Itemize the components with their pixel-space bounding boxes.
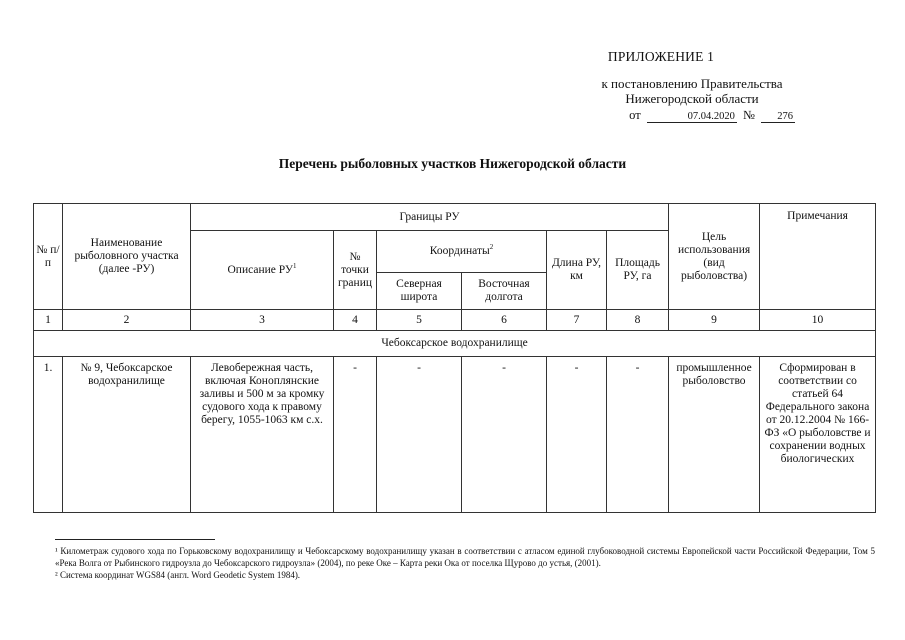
colnum: 3 [191,310,334,331]
row-north: - [377,357,462,513]
header-length: Длина РУ, км [547,231,607,310]
colnum: 2 [63,310,191,331]
header-no: № п/п [34,204,63,310]
header-name: Наименование рыболовного участка (далее -РУ) [63,204,191,310]
number-sign: № [742,108,755,122]
header-coords: Координаты$^2$ [377,231,547,273]
footnote-2: ² Система координат WGS84 (англ. Word Geodetic System 1984). [55,570,301,580]
row-notes: Сформирован в соответствии со статьей 64 Федерального закона от 20.12.2004 № 166-ФЗ «О рыболовстве и сохранении водных биологических [760,357,876,513]
header-borders: Границы РУ [191,204,669,231]
footnotes [55,545,875,581]
section-row: Чебоксарское водохранилище [34,331,876,357]
row-east: - [462,357,547,513]
date-line [629,108,795,123]
header-desc: Описание $РУ^1$ [191,231,334,310]
header-area: Площадь РУ, га [607,231,669,310]
row-length: - [547,357,607,513]
colnum: 6 [462,310,547,331]
fishing-areas-table [33,203,876,513]
appendix-title: ПРИЛОЖЕНИЕ 1 [607,49,715,64]
colnum: 5 [377,310,462,331]
row-area: - [607,357,669,513]
column-numbers-row [34,310,876,331]
header-points: № точки границ [334,231,377,310]
colnum: 1 [34,310,63,331]
footnote-divider [55,539,215,540]
colnum: 10 [760,310,876,331]
colnum: 8 [607,310,669,331]
header-north: Северная широта [377,273,462,310]
colnum: 7 [547,310,607,331]
date-value: 07.04.2020 [647,111,737,123]
row-no: 1. [34,357,63,513]
appendix-line1: к постановлению Правительства [601,76,783,91]
header-notes: Примечания [760,204,876,310]
document-title: Перечень рыболовных участков Нижегородской области [278,156,627,171]
row-name: № 9, Чебоксарское водохранилище [63,357,191,513]
colnum: 4 [334,310,377,331]
appendix-subtitle [567,76,817,106]
header-east: Восточная долгота [462,273,547,310]
colnum: 9 [669,310,760,331]
header-purpose: Цель использования (вид рыболовства) [669,204,760,310]
table-row [34,357,876,513]
appendix-line2: Нижегородской области [625,91,759,106]
number-value: 276 [761,111,795,123]
row-desc: Левобережная часть, включая Коноплянские заливы и 500 м за кромку судового хода к правому берегу, 1055-1063 км с.х. [191,357,334,513]
row-purpose: промышленное рыболовство [669,357,760,513]
row-points: - [334,357,377,513]
date-prefix: от [629,108,641,122]
footnote-1: ¹ Километраж судового хода по Горьковскому водохранилищу и Чебоксарскому водохранилищу указан в соответствии с атласом единой глубоководной системы Европейской части Российской Федерации, Том 5 «Река Волга от Рыбинского гидроузла до Чебоксарского гидроузла» (2004), по реке Оке – Карта реки Ока от поселка Щурово до устья, (2001). [55,546,875,568]
